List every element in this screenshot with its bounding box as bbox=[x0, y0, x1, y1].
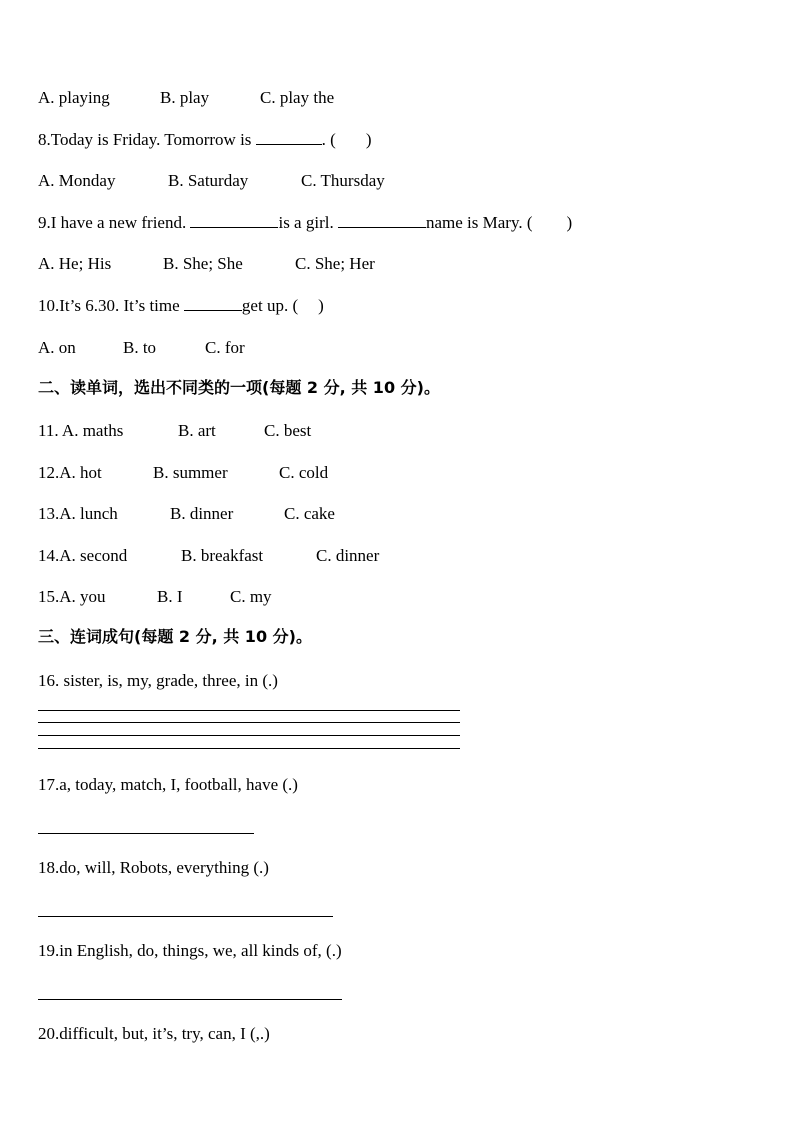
q8-options bbox=[38, 171, 385, 191]
q11-option-b[interactable]: B. art bbox=[178, 421, 216, 440]
q19-answer-line[interactable] bbox=[38, 999, 342, 1000]
q17-prompt: 17.a, today, match, I, football, have (.) bbox=[38, 775, 298, 794]
q10-close-paren: ) bbox=[318, 296, 324, 315]
q18-prompt: 18.do, will, Robots, everything (.) bbox=[38, 858, 269, 877]
q14-option-b[interactable]: B. breakfast bbox=[181, 546, 264, 565]
q12-option-c[interactable]: C. cold bbox=[279, 463, 329, 482]
q8-text-after: . ( bbox=[321, 130, 336, 149]
q14-option-a[interactable]: 14.A. second bbox=[38, 546, 128, 565]
q10-question bbox=[38, 296, 324, 316]
q9-close-paren: ) bbox=[566, 213, 573, 232]
q7-option-c[interactable]: C. play the bbox=[260, 88, 335, 107]
q9-text: 9.I have a new friend. bbox=[38, 213, 187, 232]
q12-option-a[interactable]: 12.A. hot bbox=[38, 463, 102, 482]
q15-option-a[interactable]: 15.A. you bbox=[38, 587, 106, 606]
q17-answer-line[interactable] bbox=[38, 833, 254, 834]
q11-option-c[interactable]: C. best bbox=[264, 421, 312, 440]
q9-text-after: name is Mary. ( bbox=[425, 213, 533, 232]
q7-option-b[interactable]: B. play bbox=[160, 88, 210, 107]
q8-text: 8.Today is Friday. Tomorrow is bbox=[38, 130, 252, 149]
q8-option-a[interactable]: A. Monday bbox=[38, 171, 116, 190]
q13-row bbox=[38, 504, 335, 524]
q16-answer-line-1[interactable] bbox=[38, 710, 460, 711]
q8-option-b[interactable]: B. Saturday bbox=[168, 171, 249, 190]
q10-options bbox=[38, 338, 245, 358]
q8-question bbox=[38, 130, 372, 150]
section-3-heading: 三、连词成句(每题 2 分, 共 10 分)。 bbox=[38, 627, 312, 646]
q9-option-b[interactable]: B. She; She bbox=[163, 254, 243, 273]
q13-option-b[interactable]: B. dinner bbox=[170, 504, 234, 523]
q16-answer-line-2[interactable] bbox=[38, 722, 460, 723]
q12-row bbox=[38, 463, 328, 483]
q18-answer-line[interactable] bbox=[38, 916, 333, 917]
q8-answer-blank[interactable] bbox=[256, 130, 322, 145]
q7-option-a[interactable]: A. playing bbox=[38, 88, 110, 107]
q20-prompt: 20.difficult, but, it’s, try, can, I (,.) bbox=[38, 1024, 270, 1043]
q13-option-c[interactable]: C. cake bbox=[284, 504, 335, 523]
q12-option-b[interactable]: B. summer bbox=[153, 463, 228, 482]
section-2-heading: 二、读单词，选出不同类的一项(每题 2 分, 共 10 分)。 bbox=[38, 378, 440, 397]
q7-options bbox=[38, 88, 334, 108]
q15-option-c[interactable]: C. my bbox=[230, 587, 272, 606]
q15-option-b[interactable]: B. I bbox=[157, 587, 183, 606]
q9-text-mid: is a girl. bbox=[278, 213, 334, 232]
q16-answer-line-3[interactable] bbox=[38, 735, 460, 736]
q9-option-a[interactable]: A. He; His bbox=[38, 254, 112, 273]
q10-option-c[interactable]: C. for bbox=[205, 338, 245, 357]
q8-close-paren: ) bbox=[365, 130, 372, 149]
q11-option-a[interactable]: 11. A. maths bbox=[38, 421, 124, 440]
q13-option-a[interactable]: 13.A. lunch bbox=[38, 504, 118, 523]
q10-answer-blank[interactable] bbox=[184, 296, 242, 311]
q10-option-a[interactable]: A. on bbox=[38, 338, 76, 357]
q8-option-c[interactable]: C. Thursday bbox=[301, 171, 385, 190]
q9-options bbox=[38, 254, 375, 274]
q19-prompt: 19.in English, do, things, we, all kinds of, (.) bbox=[38, 941, 342, 960]
q9-option-c[interactable]: C. She; Her bbox=[295, 254, 375, 273]
q15-row bbox=[38, 587, 272, 607]
q9-answer-blank-2[interactable] bbox=[338, 213, 426, 228]
q10-text: 10.It’s 6.30. It’s time bbox=[38, 296, 180, 315]
q11-row bbox=[38, 421, 311, 441]
q14-option-c[interactable]: C. dinner bbox=[316, 546, 380, 565]
q16-answer-line-4[interactable] bbox=[38, 748, 460, 749]
q9-answer-blank-1[interactable] bbox=[190, 213, 278, 228]
q9-question bbox=[38, 213, 572, 233]
q16-prompt: 16. sister, is, my, grade, three, in (.) bbox=[38, 671, 278, 690]
q10-option-b[interactable]: B. to bbox=[123, 338, 157, 357]
q10-text-after: get up. ( bbox=[241, 296, 299, 315]
q14-row bbox=[38, 546, 379, 566]
